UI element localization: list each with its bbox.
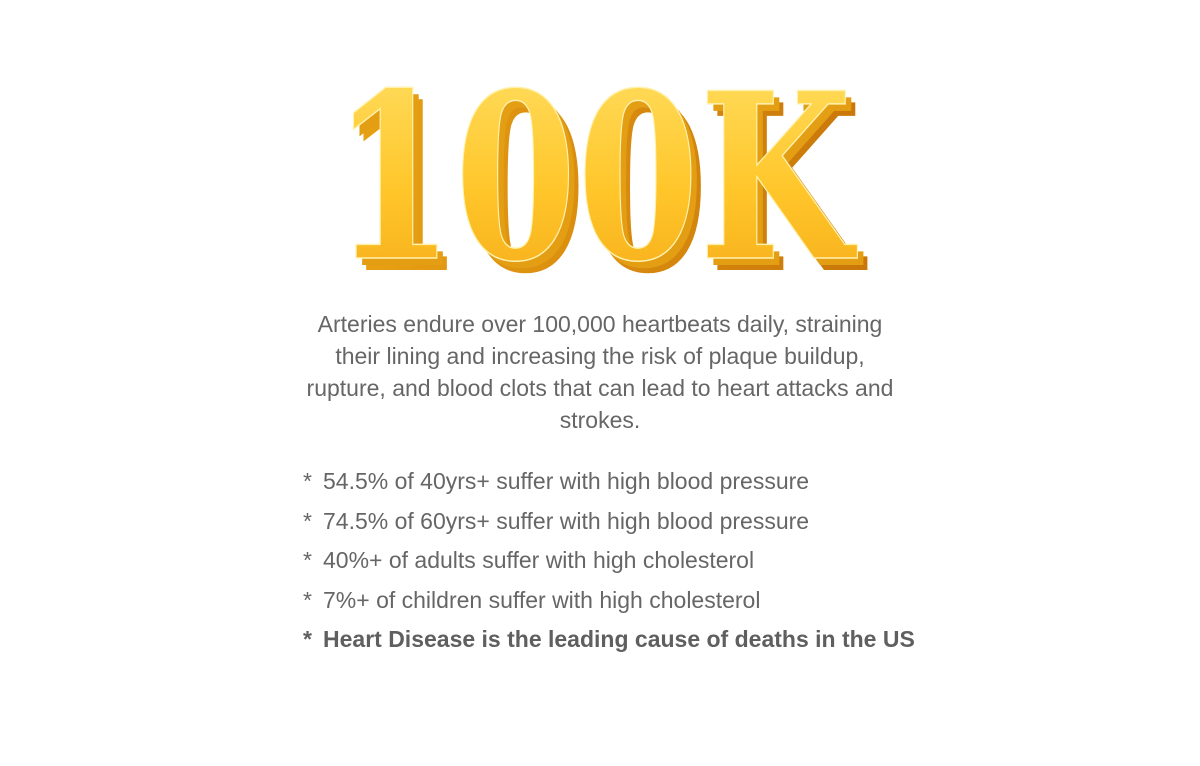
intro-paragraph: Arteries endure over 100,000 heartbeats daily, straining their lining and increasing the risk of plaque buildup, rupture, and blood clots that can lead to heart attacks and strokes.: [306, 311, 894, 433]
fact-text: 40%+ of adults suffer with high cholesterol: [323, 547, 755, 573]
bullet-asterisk: *: [303, 626, 312, 652]
fact-item: [303, 541, 963, 581]
bullet-asterisk: *: [303, 586, 312, 613]
fact-item-highlight: [303, 620, 963, 660]
hero-text-face: 100K: [332, 58, 858, 286]
fact-text: 54.5% of 40yrs+ suffer with high blood pressure: [323, 468, 810, 494]
fact-item: [303, 581, 963, 621]
bullet-asterisk: *: [303, 507, 312, 534]
fact-text: 7%+ of children suffer with high cholesterol: [323, 586, 761, 613]
hero-100k-svg: [320, 58, 880, 286]
hero-text-shadow: 100K: [338, 58, 864, 286]
hero-100k-graphic: [320, 58, 880, 286]
fact-item: [303, 502, 963, 542]
hero-text-extrusion: 100K: [342, 58, 868, 286]
fact-text: 74.5% of 60yrs+ suffer with high blood pressure: [323, 507, 810, 534]
fact-item: [303, 462, 963, 502]
bullet-asterisk: *: [303, 547, 312, 573]
facts-list: [303, 462, 963, 660]
fact-text: Heart Disease is the leading cause of deaths in the US: [323, 626, 915, 652]
bullet-asterisk: *: [303, 468, 312, 494]
